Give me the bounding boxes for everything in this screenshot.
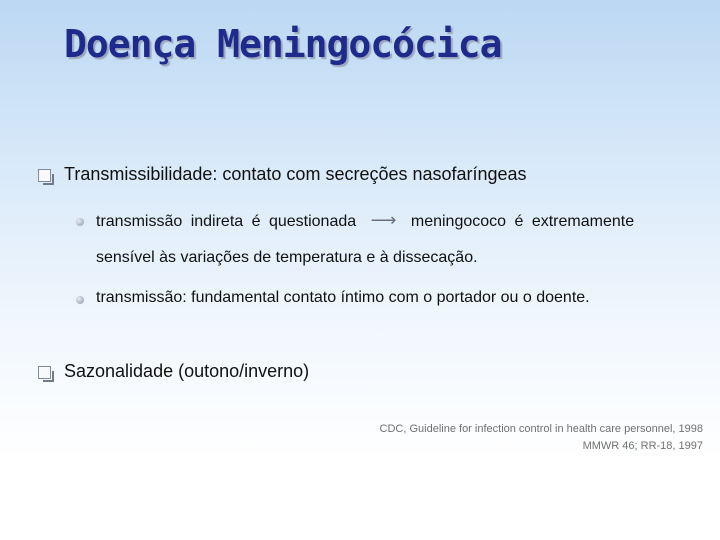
citation-line-2: MMWR 46; RR-18, 1997 bbox=[582, 440, 703, 452]
bullet-seasonality bbox=[38, 361, 309, 382]
sub-bullet-indirect-transmission bbox=[76, 212, 634, 276]
sub-bullet-text-line2: sensível às variações de temperatura e à dissecação. bbox=[96, 249, 478, 266]
bullet-dot-icon bbox=[76, 296, 84, 304]
bullet-dot-icon bbox=[76, 218, 84, 226]
bullet-text: Transmissibilidade: contato com secreções nasofaríngeas bbox=[64, 164, 527, 184]
slide-title: Doença Meningocócica bbox=[64, 22, 502, 66]
sub-bullet-text bbox=[96, 202, 634, 276]
bullet-square-icon bbox=[38, 169, 51, 182]
citation bbox=[380, 421, 703, 455]
arrow-icon: ⟶ bbox=[370, 210, 397, 230]
sub-bullet-text: transmissão: fundamental contato íntimo com o portador ou o doente. bbox=[96, 289, 590, 306]
bullet-text: Sazonalidade (outono/inverno) bbox=[64, 361, 310, 381]
citation-line-1: CDC, Guideline for infection control in health care personnel, 1998 bbox=[379, 423, 703, 435]
bullet-square-icon bbox=[38, 366, 51, 379]
sub-bullet-text-part1: transmissão indireta é questionada bbox=[96, 213, 357, 230]
bullet-transmissibility bbox=[38, 164, 527, 185]
sub-bullet-fundamental-contact bbox=[76, 290, 590, 316]
sub-bullet-text-part2: meningococo é extremamente bbox=[410, 213, 635, 230]
